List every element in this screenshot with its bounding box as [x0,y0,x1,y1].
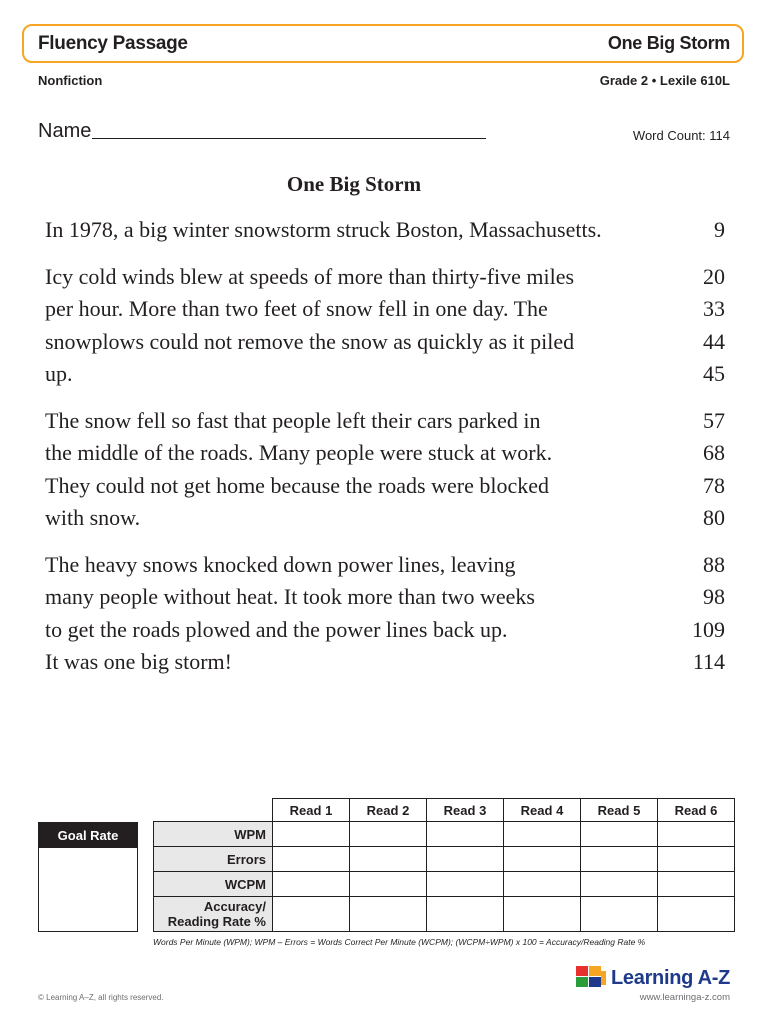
line-text: to get the roads plowed and the power lines back up. [45,616,508,642]
header-box [22,24,744,63]
passage-line [45,549,725,582]
goal-rate-label: Goal Rate [39,823,137,848]
logo-text: Learning A-Z [611,966,730,989]
learning-az-logo [576,966,730,990]
table-cell[interactable] [350,822,427,847]
passage-line [45,326,725,359]
passage-line [45,214,725,247]
table-cell[interactable] [504,897,581,932]
cumulative-word-count: 114 [692,649,725,674]
column-header: Read 5 [581,799,658,822]
table-cell[interactable] [504,872,581,897]
table-cell[interactable] [427,847,504,872]
table-cell[interactable] [504,822,581,847]
table-cell[interactable] [273,847,350,872]
table-row [154,847,735,872]
cumulative-word-count: 98 [703,584,725,609]
table-row [154,897,735,932]
table-cell[interactable] [427,897,504,932]
line-text: per hour. More than two feet of snow fell in one day. The [45,296,548,321]
grade-lexile-label: Grade 2 • Lexile 610L [599,73,730,88]
passage-body [45,214,725,693]
footer-url[interactable]: www.learninga-z.com [639,992,730,1003]
passage-line [45,646,725,679]
word-count: Word Count: 114 [632,128,730,143]
cumulative-word-count: 45 [703,361,725,386]
table-cell[interactable] [350,897,427,932]
table-corner [154,799,273,822]
table-cell[interactable] [350,847,427,872]
table-cell[interactable] [581,822,658,847]
table-row [154,872,735,897]
line-text: up. [45,361,73,386]
table-cell[interactable] [658,847,735,872]
goal-rate-box[interactable] [38,822,138,932]
passage-line [45,358,725,391]
column-header: Read 2 [350,799,427,822]
table-cell[interactable] [581,872,658,897]
column-header: Read 6 [658,799,735,822]
line-text: snowplows could not remove the snow as quickly as it piled [45,328,575,354]
passage-line [45,261,725,294]
paragraph [45,549,725,679]
row-header: Accuracy/ Reading Rate % [154,897,273,932]
column-header: Read 3 [427,799,504,822]
table-cell[interactable] [273,872,350,897]
cumulative-word-count: 109 [692,616,725,642]
table-cell[interactable] [427,872,504,897]
table-cell[interactable] [658,872,735,897]
cumulative-word-count: 44 [703,328,725,354]
passage-type-label: Fluency Passage [38,33,188,54]
line-text: The snow fell so fast that people left their cars parked in [45,407,541,433]
copyright: © Learning A–Z, all rights reserved. [38,993,164,1002]
line-text: They could not get home because the roads were blocked [45,472,549,498]
line-text: many people without heat. It took more than two weeks [45,584,535,609]
name-line[interactable] [92,138,486,139]
logo-mark-icon [576,966,606,990]
row-header: WPM [154,822,273,847]
passage-line [45,470,725,503]
table-cell[interactable] [581,897,658,932]
cumulative-word-count: 9 [714,217,725,242]
column-header: Read 1 [273,799,350,822]
cumulative-word-count: 78 [703,472,725,498]
passage-title: One Big Storm [286,172,422,196]
name-label: Name [38,120,92,142]
cumulative-word-count: 88 [703,551,725,577]
table-cell[interactable] [273,897,350,932]
header-title: One Big Storm [607,33,730,53]
table-cell[interactable] [658,822,735,847]
line-text: the middle of the roads. Many people were stuck at work. [45,440,553,465]
column-header: Read 4 [504,799,581,822]
table-cell[interactable] [504,847,581,872]
cumulative-word-count: 57 [703,407,725,433]
cumulative-word-count: 20 [703,263,725,289]
table-row [154,822,735,847]
passage-line [45,581,725,614]
passage-line [45,405,725,438]
line-text: In 1978, a big winter snowstorm struck Boston, Massachusetts. [45,217,602,242]
table-cell[interactable] [350,872,427,897]
passage-line [45,437,725,470]
cumulative-word-count: 68 [703,440,725,465]
paragraph [45,405,725,535]
row-header: Errors [154,847,273,872]
row-header: WCPM [154,872,273,897]
paragraph [45,214,725,247]
passage-line [45,502,725,535]
passage-line [45,293,725,326]
formula-note: Words Per Minute (WPM); WPM – Errors = Words Correct Per Minute (WCPM); (WCPM÷WPM) x 100 = Accuracy/Reading Rate % [153,937,646,947]
cumulative-word-count: 80 [703,505,725,530]
table-cell[interactable] [273,822,350,847]
line-text: Icy cold winds blew at speeds of more than thirty-five miles [45,263,575,289]
reading-rate-table [153,798,735,932]
table-cell[interactable] [581,847,658,872]
line-text: The heavy snows knocked down power lines, leaving [45,551,516,577]
table-cell[interactable] [658,897,735,932]
line-text: with snow. [45,505,141,530]
paragraph [45,261,725,391]
table-cell[interactable] [427,822,504,847]
cumulative-word-count: 33 [703,296,725,321]
genre-label: Nonfiction [38,73,103,88]
line-text: It was one big storm! [45,649,232,674]
passage-line [45,614,725,647]
